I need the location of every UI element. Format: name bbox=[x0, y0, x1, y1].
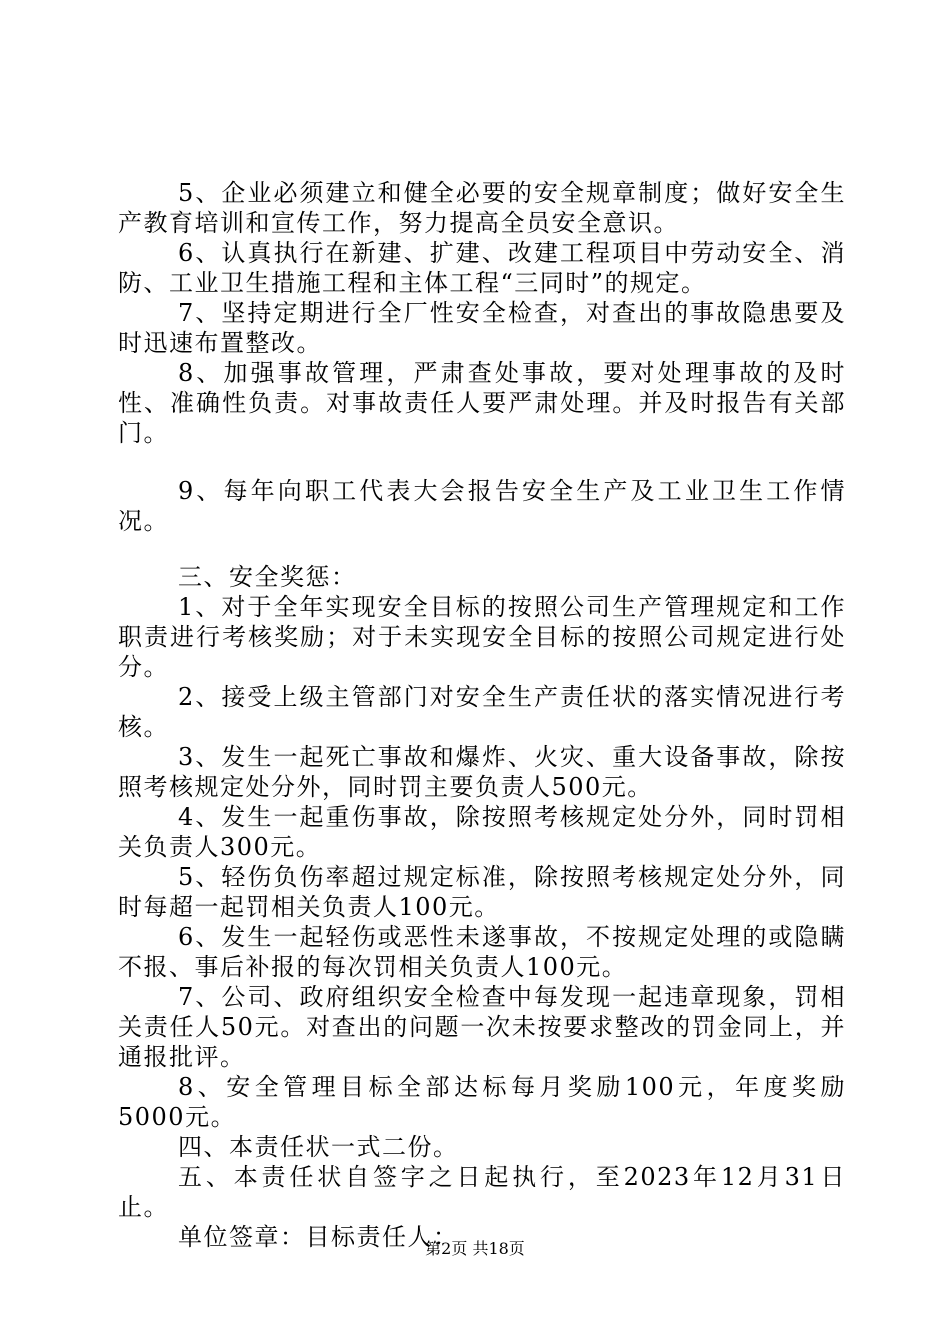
section-copies: 四、本责任状一式二份。 bbox=[178, 1133, 459, 1161]
rewards-item-2: 2、接受上级主管部门对安全生产责任状的落实情况进行考核。 bbox=[118, 683, 846, 741]
paragraph-item-8: 8、加强事故管理，严肃查处事故，要对处理事故的及时性、准确性负责。对事故责任人要严肃处理。并及时报告有关部门。 bbox=[118, 359, 846, 447]
rewards-item-7: 7、公司、政府组织安全检查中每发现一起违章现象，罚相关责任人50元。对查出的问题一次未按要求整改的罚金同上，并通报批评。 bbox=[118, 983, 846, 1071]
rewards-item-6: 6、发生一起轻伤或恶性未遂事故，不按规定处理的或隐瞒不报、事后补报的每次罚相关负责人100元。 bbox=[118, 923, 846, 981]
page-number-footer: 第2页 共18页 bbox=[425, 1239, 525, 1258]
rewards-item-8: 8、安全管理目标全部达标每月奖励100元，年度奖励5000元。 bbox=[118, 1073, 846, 1131]
rewards-item-3: 3、发生一起死亡事故和爆炸、火灾、重大设备事故，除按照考核规定处分外，同时罚主要负责人500元。 bbox=[118, 743, 846, 801]
rewards-item-4: 4、发生一起重伤事故，除按照考核规定处分外，同时罚相关负责人300元。 bbox=[118, 803, 846, 861]
signature-line: 单位签章：目标责任人： bbox=[178, 1223, 459, 1251]
paragraph-item-5: 5、企业必须建立和健全必要的安全规章制度；做好安全生产教育培训和宣传工作，努力提高全员安全意识。 bbox=[118, 179, 846, 237]
rewards-item-1: 1、对于全年实现安全目标的按照公司生产管理规定和工作职责进行考核奖励；对于未实现安全目标的按照公司规定进行处分。 bbox=[118, 593, 846, 681]
section-heading-rewards-penalties: 三、安全奖惩： bbox=[178, 563, 357, 591]
rewards-item-5: 5、轻伤负伤率超过规定标准，除按照考核规定处分外，同时每超一起罚相关负责人100元。 bbox=[118, 863, 846, 921]
section-effective-date: 五、本责任状自签字之日起执行，至2023年12月31日止。 bbox=[118, 1163, 846, 1221]
paragraph-item-7: 7、坚持定期进行全厂性安全检查，对查出的事故隐患要及时迅速布置整改。 bbox=[118, 299, 846, 357]
document-body bbox=[118, 178, 846, 1252]
paragraph-item-6: 6、认真执行在新建、扩建、改建工程项目中劳动安全、消防、工业卫生措施工程和主体工程“三同时”的规定。 bbox=[118, 239, 846, 297]
paragraph-item-9: 9、每年向职工代表大会报告安全生产及工业卫生工作情况。 bbox=[118, 477, 846, 535]
